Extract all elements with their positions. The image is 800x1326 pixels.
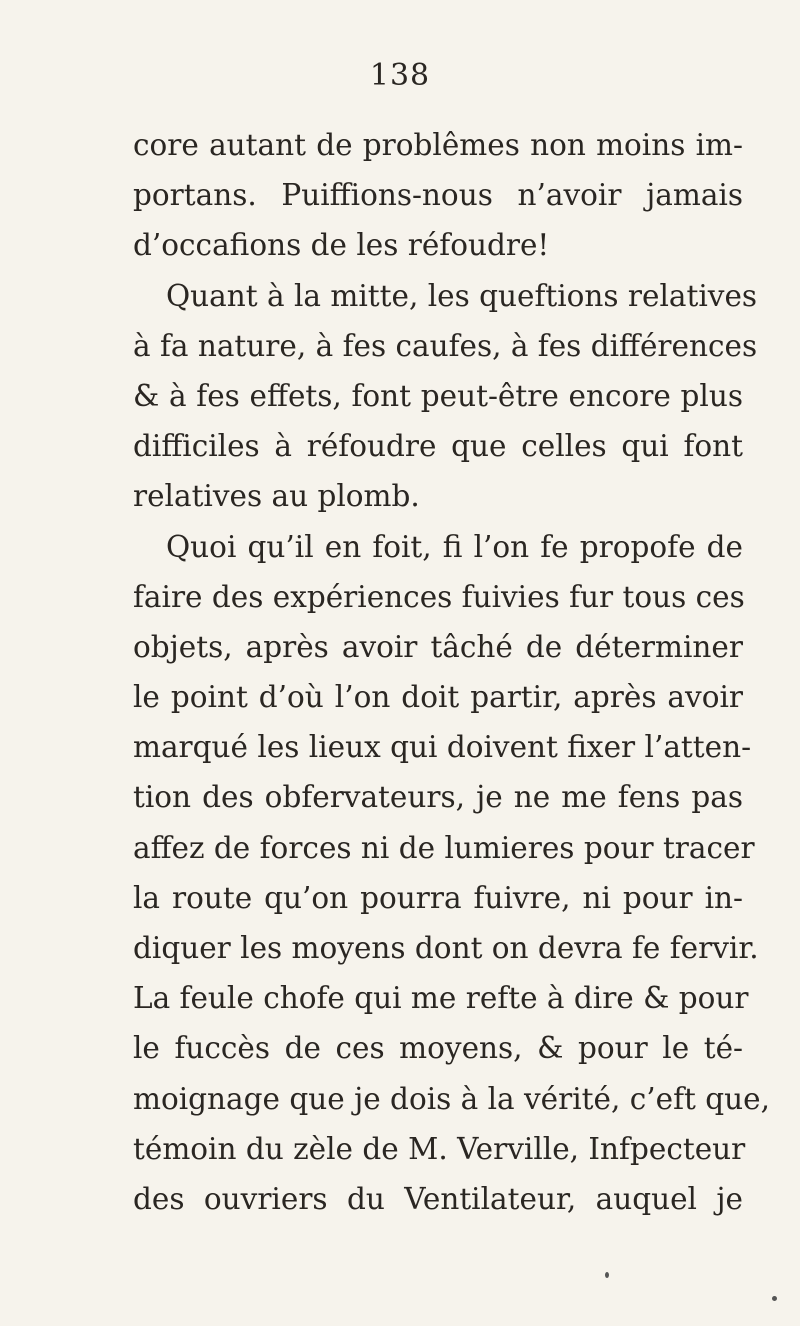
text-line: le fuccès de ces moyens, & pour le té- (133, 1031, 743, 1066)
text-line: des ouvriers du Ventilateur, auquel je (133, 1181, 743, 1216)
text-line: témoin du zèle de M. Verville, Infpecteur (133, 1131, 746, 1166)
text-line: Quant à la mitte, les queftions relatives (166, 278, 758, 313)
text-line: à fa nature, à fes caufes, à fes différences (133, 328, 758, 363)
text-line: relatives au plomb. (133, 479, 420, 514)
text-line: marqué les lieux qui doivent fixer l’atten- (133, 730, 752, 765)
text-line: objets, après avoir tâché de déterminer (133, 629, 743, 664)
body-text (133, 120, 770, 1224)
ink-speck (772, 1296, 777, 1301)
text-line: affez de forces ni de lumieres pour tracer (133, 830, 755, 865)
text-line: la route qu’on pourra fuivre, ni pour in- (133, 880, 743, 915)
page-number: 138 (369, 58, 431, 93)
text-line: faire des expériences fuivies fur tous ces (133, 579, 745, 614)
text-line: Quoi qu’il en foit, fi l’on fe propofe de (166, 529, 743, 564)
text-line: & à fes effets, font peut-être encore plus (133, 378, 743, 413)
text-line: difficiles à réfoudre que celles qui font (133, 429, 743, 464)
text-line: core autant de problêmes non moins im- (133, 128, 743, 162)
text-line: tion des obfervateurs, je ne me fens pas (133, 780, 743, 815)
text-line: d’occafions de les réfoudre! (133, 228, 550, 263)
ink-speck (605, 1272, 609, 1278)
text-line: le point d’où l’on doit partir, après avoir (133, 680, 743, 715)
text-line: portans. Puiffions-nous n’avoir jamais (133, 178, 743, 213)
text-line: moignage que je dois à la vérité, c’eft que, (133, 1081, 770, 1116)
text-line: La feule chofe qui me refte à dire & pour (133, 981, 749, 1016)
text-line: diquer les moyens dont on devra fe fervir. (133, 931, 759, 965)
